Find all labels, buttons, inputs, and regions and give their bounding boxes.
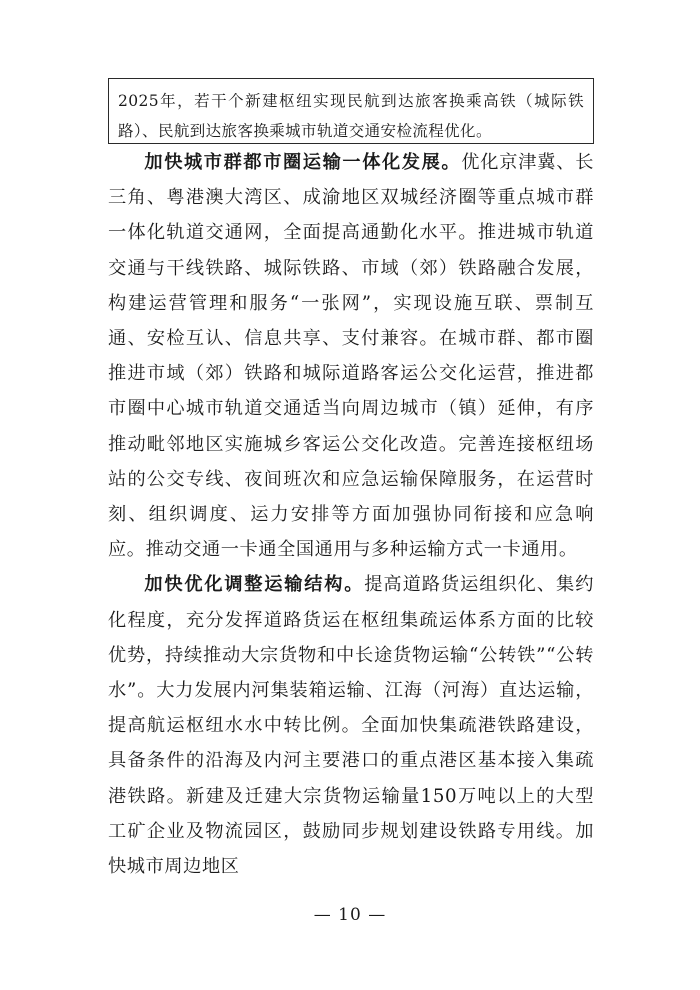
page-number: — 10 — <box>313 905 387 925</box>
boxed-note <box>108 78 594 144</box>
paragraph-heading: 加快优化调整运输结构。 <box>144 574 365 596</box>
boxed-note-text: 2025年，若干个新建枢纽实现民航到达旅客换乘高铁（城际铁路）、民航到达旅客换乘城市轨道交通安检流程优化。 <box>118 92 584 140</box>
paragraph-transport-structure <box>108 567 594 884</box>
paragraph-text: 优化京津冀、长三角、粤港澳大湾区、成渝地区双城经济圈等重点城市群一体化轨道交通网，全面提高通勤化水平。推进城市轨道交通与干线铁路、城际铁路、市域（郊）铁路融合发展，构建运营管理和服务“一张网”，实现设施互联、票制互通、安检互认、信息共享、支付兼容。在城市群、都市圈推进市域（郊）铁路和城际道路客运公交化运营，推进都市圈中心城市轨道交通适当向周边城市（镇）延伸，有序推动毗邻地区实施城乡客运公交化改造。完善连接枢纽场站的公交专线、夜间班次和应急运输保障服务，在运营时刻、组织调度、运力安排等方面加强协同衔接和应急响应。推动交通一卡通全国通用与多种运输方式一卡通用。 <box>108 152 594 561</box>
document-body <box>108 145 594 884</box>
paragraph-urban-cluster-integration <box>108 145 594 567</box>
paragraph-heading: 加快城市群都市圈运输一体化发展。 <box>144 152 462 173</box>
paragraph-text: 提高道路货运组织化、集约化程度，充分发挥道路货运在枢纽集疏运体系方面的比较优势，持续推动大宗货物和中长途货物运输“公转铁”“公转水”。大力发展内河集装箱运输、江海（河海）直达运输，提高航运枢纽水水中转比例。全面加快集疏港铁路建设，具备条件的沿海及内河主要港口的重点港区基本接入集疏港铁路。新建及迁建大宗货物运输量150万吨以上的大型工矿企业及物流园区，鼓励同步规划建设铁路专用线。加快城市周边地区 <box>108 574 594 878</box>
